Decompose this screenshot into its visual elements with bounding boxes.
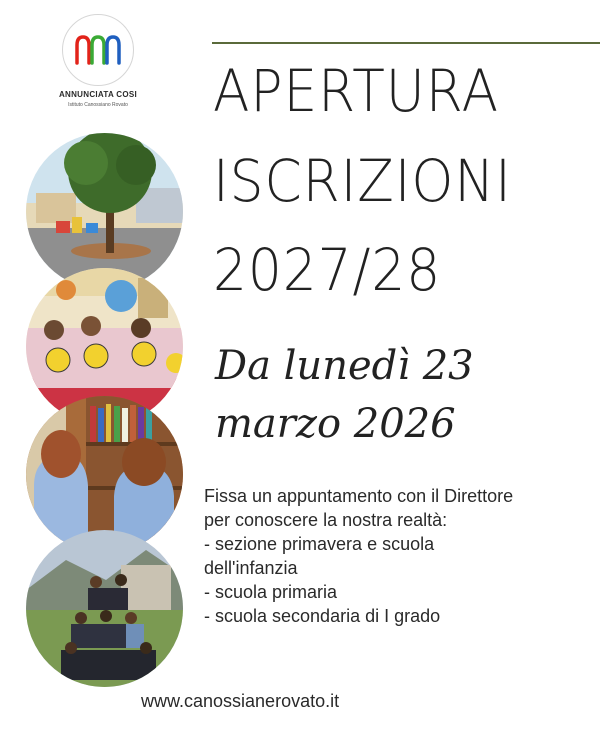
- logo-badge: [62, 14, 134, 86]
- info-line: - sezione primavera e scuola: [204, 534, 435, 554]
- info-line: Fissa un appuntamento con il Direttore: [204, 486, 514, 506]
- headline-line-2: ISCRIZIONI: [213, 147, 512, 215]
- headline-year: 2027/28: [213, 236, 442, 304]
- info-line: per conoscere la nostra realtà:: [204, 510, 448, 530]
- three-arches-logo-icon: [63, 15, 133, 85]
- date-line-2: marzo 2026: [215, 401, 456, 447]
- logo-name: ANNUNCIATA COSI: [58, 90, 138, 99]
- logo-subtitle: Istituto Canossiano Rovato: [68, 102, 128, 108]
- date-line-1: Da lunedì 23: [215, 343, 474, 389]
- headline-line-1: APERTURA: [213, 57, 500, 125]
- website-link[interactable]: www.canossianerovato.it: [141, 691, 340, 711]
- info-line: dell'infanzia: [204, 558, 298, 578]
- accent-divider: [212, 42, 600, 44]
- photo-students-group: [26, 530, 183, 687]
- info-line: - scuola primaria: [204, 582, 338, 602]
- info-line: - scuola secondaria di I grado: [204, 606, 441, 626]
- appointment-info: [204, 484, 584, 628]
- photo-schoolyard: [26, 133, 183, 290]
